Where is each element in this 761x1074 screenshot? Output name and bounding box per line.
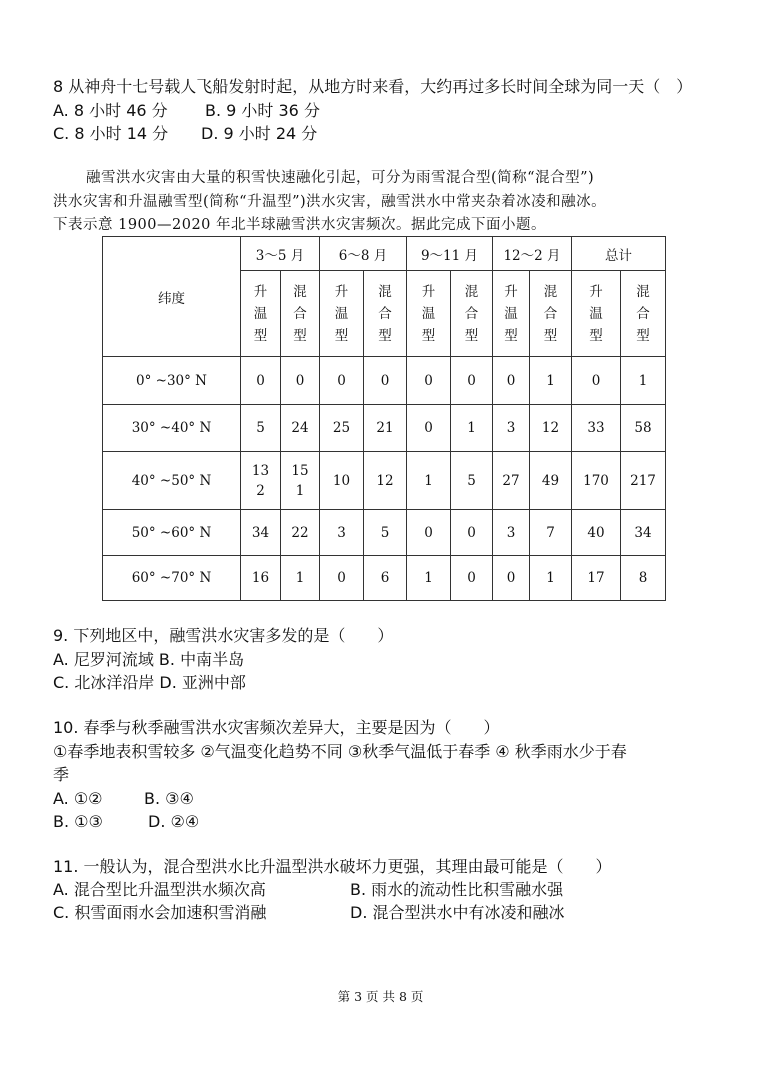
- table-cell: 0: [451, 357, 493, 405]
- question-11-option-a: A. 混合型比升温型洪水频次高: [53, 880, 266, 899]
- subtype-header: 混合型: [530, 271, 572, 357]
- question-10-stem: 10. 春季与秋季融雪洪水灾害频次差异大，主要是因为（ ）: [53, 718, 500, 737]
- table-cell: 0: [320, 357, 364, 405]
- table-cell: 0: [407, 510, 451, 556]
- period-header: 总计: [572, 237, 666, 271]
- latitude-header: 纬度: [103, 237, 241, 357]
- question-10-option-b: B. ③④: [144, 789, 194, 808]
- subtype-header: 混合型: [451, 271, 493, 357]
- latitude-cell: 60° ~70° N: [103, 556, 241, 601]
- table-cell: 40: [572, 510, 621, 556]
- latitude-cell: 0° ~30° N: [103, 357, 241, 405]
- subtype-header: 混合型: [364, 271, 407, 357]
- question-10-option-d: D. ②④: [148, 812, 200, 831]
- table-row: [103, 556, 666, 601]
- question-10-statements: ①春季地表积雪较多 ②气温变化趋势不同 ③秋季气温低于春季 ④ 秋季雨水少于春: [53, 742, 627, 761]
- subtype-header: 升温型: [493, 271, 530, 357]
- table-cell: 1: [530, 357, 572, 405]
- table-cell: 34: [621, 510, 666, 556]
- table-cell: 0: [364, 357, 407, 405]
- table-cell: 0: [493, 556, 530, 601]
- table-cell: 6: [364, 556, 407, 601]
- table-cell: 10: [320, 452, 364, 510]
- table-cell: 1: [621, 357, 666, 405]
- table-cell: 170: [572, 452, 621, 510]
- subtype-header: 混合型: [621, 271, 666, 357]
- table-cell: 0: [241, 357, 281, 405]
- table-cell: 0: [493, 357, 530, 405]
- passage-line-3: 下表示意 1900—2020 年北半球融雪洪水灾害频次。据此完成下面小题。: [53, 217, 547, 233]
- subtype-header: 升温型: [407, 271, 451, 357]
- table-row: [103, 357, 666, 405]
- period-header: 3～5 月: [241, 237, 320, 271]
- table-cell: 132: [241, 452, 281, 510]
- table-cell: 0: [451, 510, 493, 556]
- question-11-stem: 11. 一般认为，混合型洪水比升温型洪水破坏力更强，其理由最可能是（ ）: [53, 857, 612, 876]
- period-header: 9～11 月: [407, 237, 493, 271]
- table-row: [103, 405, 666, 452]
- passage-line-2: 洪水灾害和升温融雪型(简称“升温型”)洪水灾害，融雪洪水中常夹杂着冰凌和融冰。: [53, 194, 607, 210]
- question-11-option-c: C. 积雪面雨水会加速积雪消融: [53, 903, 267, 922]
- question-11-option-d: D. 混合型洪水中有冰凌和融冰: [350, 903, 565, 922]
- table-cell: 1: [530, 556, 572, 601]
- table-cell: 0: [572, 357, 621, 405]
- table-cell: 16: [241, 556, 281, 601]
- table-cell: 7: [530, 510, 572, 556]
- table-cell: 24: [281, 405, 320, 452]
- table-cell: 17: [572, 556, 621, 601]
- table-cell: 1: [407, 452, 451, 510]
- question-9-stem: 9. 下列地区中，融雪洪水灾害多发的是（ ）: [53, 626, 394, 645]
- table-cell: 5: [241, 405, 281, 452]
- question-10-option-a: A. ①②: [53, 789, 103, 808]
- period-header: 12～2 月: [493, 237, 572, 271]
- table-row: [103, 510, 666, 556]
- table-cell: 3: [493, 510, 530, 556]
- latitude-cell: 40° ~50° N: [103, 452, 241, 510]
- passage-line-1: 融雪洪水灾害由大量的积雪快速融化引起，可分为雨雪混合型(简称“混合型”): [86, 170, 595, 186]
- question-8-stem: 8 从神舟十七号载人飞船发射时起，从地方时来看，大约再过多长时间全球为同一天（ ）: [53, 77, 693, 96]
- question-8-option-a: A. 8 小时 46 分: [53, 101, 168, 120]
- table-cell: 21: [364, 405, 407, 452]
- table-cell: 5: [364, 510, 407, 556]
- table-cell: 1: [451, 405, 493, 452]
- table-row: [103, 452, 666, 510]
- table-cell: 217: [621, 452, 666, 510]
- question-8-option-b: B. 9 小时 36 分: [205, 101, 320, 120]
- question-9-options-ab: A. 尼罗河流域 B. 中南半岛: [53, 650, 245, 669]
- table-cell: 0: [407, 357, 451, 405]
- table-cell: 27: [493, 452, 530, 510]
- table-cell: 12: [530, 405, 572, 452]
- table-cell: 0: [407, 405, 451, 452]
- period-header: 6～8 月: [320, 237, 407, 271]
- table-cell: 58: [621, 405, 666, 452]
- table-cell: 0: [281, 357, 320, 405]
- table-cell: 25: [320, 405, 364, 452]
- question-11-option-b: B. 雨水的流动性比积雪融水强: [350, 880, 564, 899]
- table-cell: 22: [281, 510, 320, 556]
- table-cell: 0: [320, 556, 364, 601]
- latitude-cell: 30° ~40° N: [103, 405, 241, 452]
- table-cell: 1: [407, 556, 451, 601]
- table-cell: 151: [281, 452, 320, 510]
- table-cell: 49: [530, 452, 572, 510]
- table-cell: 33: [572, 405, 621, 452]
- question-10-option-c: B. ①③: [53, 812, 103, 831]
- table-cell: 3: [493, 405, 530, 452]
- question-8-option-d: D. 9 小时 24 分: [201, 124, 318, 143]
- question-9-options-cd: C. 北冰洋沿岸 D. 亚洲中部: [53, 673, 246, 692]
- latitude-cell: 50° ~60° N: [103, 510, 241, 556]
- question-8-option-c: C. 8 小时 14 分: [53, 124, 169, 143]
- subtype-header: 升温型: [572, 271, 621, 357]
- page-number: 第 3 页 共 8 页: [337, 989, 424, 1004]
- flood-frequency-table: [102, 236, 666, 601]
- table-cell: 3: [320, 510, 364, 556]
- table-cell: 5: [451, 452, 493, 510]
- table-cell: 34: [241, 510, 281, 556]
- subtype-header: 混合型: [281, 271, 320, 357]
- subtype-header: 升温型: [320, 271, 364, 357]
- table-cell: 0: [451, 556, 493, 601]
- table-cell: 8: [621, 556, 666, 601]
- question-10-statements-cont: 季: [53, 765, 70, 784]
- table-cell: 12: [364, 452, 407, 510]
- subtype-header: 升温型: [241, 271, 281, 357]
- table-cell: 1: [281, 556, 320, 601]
